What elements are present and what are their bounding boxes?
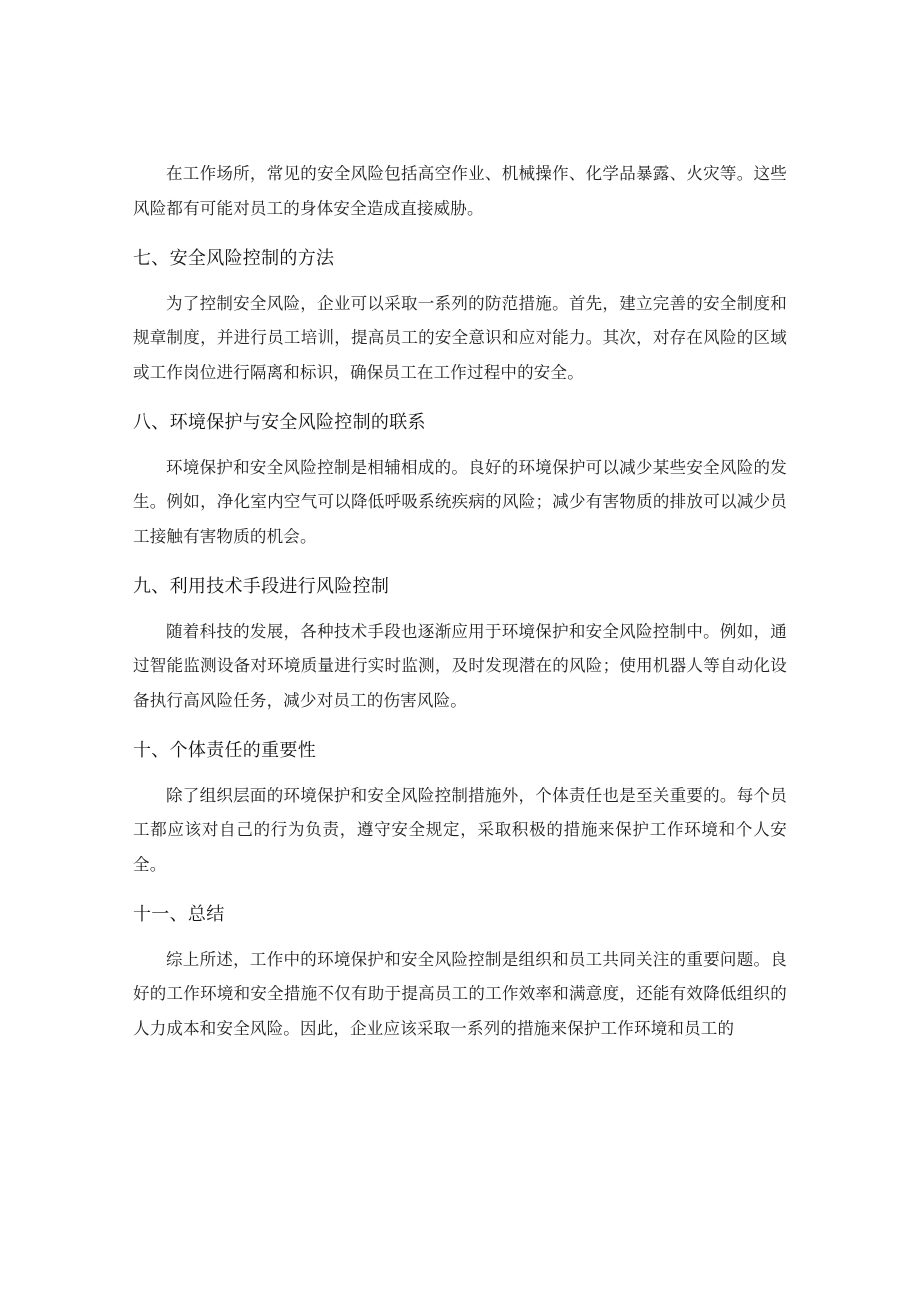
section-heading-9: 九、利用技术手段进行风险控制 [133, 576, 390, 597]
section-heading-11: 十一、总结 [133, 904, 225, 925]
section-paragraph-10: 除了组织层面的环境保护和安全风险控制措施外，个体责任也是至关重要的。每个员工都应该对自己的行为负责，遵守安全规定，采取积极的措施来保护工作环境和个人安全。 [133, 785, 787, 874]
section-paragraph-9: 随着科技的发展，各种技术手段也逐渐应用于环境保护和安全风险控制中。例如，通过智能监测设备对环境质量进行实时监测，及时发现潜在的风险；使用机器人等自动化设备执行高风险任务，减少对员工的伤害风险。 [133, 621, 787, 710]
section-paragraph-7: 为了控制安全风险，企业可以采取一系列的防范措施。首先，建立完善的安全制度和规章制度，并进行员工培训，提高员工的安全意识和应对能力。其次，对存在风险的区域或工作岗位进行隔离和标识，确保员工在工作过程中的安全。 [133, 293, 787, 382]
document-body [133, 157, 787, 1046]
intro-paragraph: 在工作场所，常见的安全风险包括高空作业、机械操作、化学品暴露、火灾等。这些风险都有可能对员工的身体安全造成直接威胁。 [133, 164, 787, 218]
section-paragraph-11: 综上所述，工作中的环境保护和安全风险控制是组织和员工共同关注的重要问题。良好的工作环境和安全措施不仅有助于提高员工的工作效率和满意度，还能有效降低组织的人力成本和安全风险。因此，企业应该采取一系列的措施来保护工作环境和员工的 [133, 949, 787, 1038]
section-heading-7: 七、安全风险控制的方法 [133, 248, 335, 269]
section-paragraph-8: 环境保护和安全风险控制是相辅相成的。良好的环境保护可以减少某些安全风险的发生。例如，净化室内空气可以降低呼吸系统疾病的风险；减少有害物质的排放可以减少员工接触有害物质的机会。 [133, 457, 787, 546]
section-heading-10: 十、个体责任的重要性 [133, 740, 316, 761]
section-heading-8: 八、环境保护与安全风险控制的联系 [133, 412, 426, 433]
